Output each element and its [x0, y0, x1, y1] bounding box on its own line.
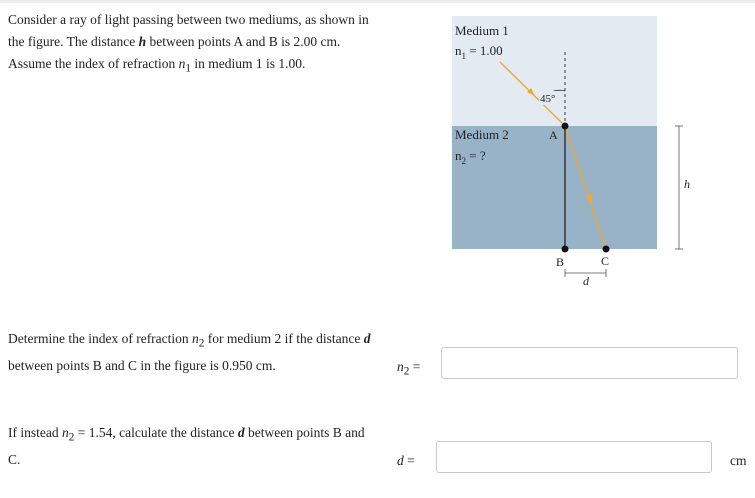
refraction-figure: [440, 8, 700, 293]
medium2-region: [452, 126, 657, 249]
top-divider: [0, 0, 755, 3]
medium2-title: Medium 2: [455, 127, 509, 142]
medium1-index: $n_1 = 1.00$: [455, 43, 503, 61]
point-a-label: A: [549, 128, 558, 142]
part2-question: If instead $n_2 = 1.54$, calculate the distance d between points B and C.: [8, 425, 365, 467]
d-answer-input[interactable]: [436, 441, 712, 473]
part1-question: Determine the index of refraction $n_2$ for medium 2 if the distance d between points B and C in the figure is 0.950 cm.: [8, 331, 371, 373]
point-c-dot: [603, 246, 610, 253]
d-unit-label: cm: [730, 453, 747, 468]
point-b-dot: [562, 246, 569, 253]
problem-intro: Consider a ray of light passing between two mediums, as shown in the figure. The distance h between points A and B is 2.00 cm. Assume the index of refraction $n_1$ in medium 1 is 1.00.: [8, 12, 369, 75]
h-dimension-label: h: [684, 177, 690, 191]
point-a-dot: [562, 123, 569, 130]
medium1-title: Medium 1: [455, 23, 509, 38]
medium2-index: $n_2$ = ?: [455, 148, 486, 166]
point-b-label: B: [556, 255, 565, 269]
angle-label: 45°: [540, 93, 556, 105]
n2-answer-input[interactable]: [441, 347, 738, 379]
point-c-label: C: [601, 254, 610, 268]
n2-answer-label: $n_2$ =: [397, 359, 421, 378]
d-dimension-label: d: [583, 274, 589, 288]
d-answer-label: d =: [397, 453, 415, 468]
